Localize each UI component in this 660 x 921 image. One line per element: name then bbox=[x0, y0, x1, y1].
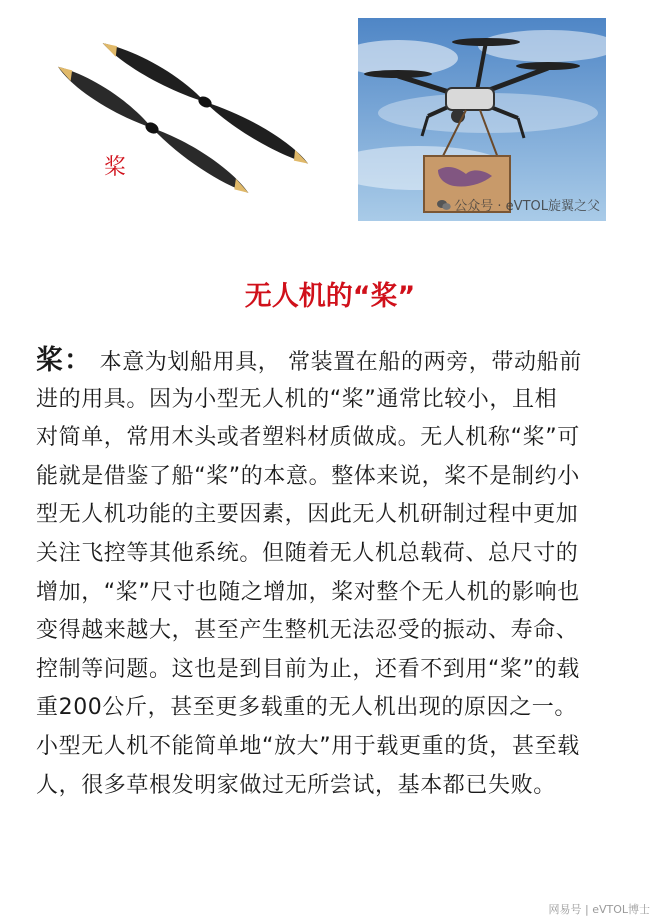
article-line-text: 本意为划船用具， 常装置在船的两旁，带动船前 bbox=[99, 350, 582, 375]
article-line: 能就是借鉴了船“桨”的本意。整体来说，桨不是制约小 bbox=[36, 463, 580, 489]
article-line: 重200公斤，甚至更多载重的无人机出现的原因之一。 bbox=[36, 695, 577, 721]
article-term: 桨： bbox=[36, 345, 92, 376]
propeller-illustration bbox=[40, 40, 320, 200]
article-title: 无人机的“桨” bbox=[244, 281, 416, 312]
watermark-text: 公众号 · eVTOL旋翼之父 bbox=[454, 199, 600, 214]
article-body bbox=[36, 342, 630, 805]
propeller-label: 桨 bbox=[104, 155, 127, 180]
article-line: 控制等问题。这也是到目前为止，还看不到用“桨”的载 bbox=[36, 656, 580, 682]
figures-row bbox=[0, 0, 660, 240]
wechat-icon bbox=[437, 199, 451, 211]
photo-watermark bbox=[437, 199, 600, 215]
article-line: 进的用具。因为小型无人机的“桨”通常比较小，且相 bbox=[36, 386, 558, 412]
drone-delivery-photo bbox=[358, 18, 606, 221]
article-line: 小型无人机不能简单地“放大”用于载更重的货，甚至载 bbox=[36, 733, 580, 759]
article-line: 增加，“桨”尺寸也随之增加，桨对整个无人机的影响也 bbox=[36, 579, 580, 605]
article-line: 人，很多草根发明家做过无所尝试，基本都已失败。 bbox=[36, 772, 556, 798]
article-line: 对简单，常用木头或者塑料材质做成。无人机称“桨”可 bbox=[36, 425, 580, 451]
article-line: 型无人机功能的主要因素，因此无人机研制过程中更加 bbox=[36, 502, 579, 528]
article-line: 关注飞控等其他系统。但随着无人机总载荷、总尺寸的 bbox=[36, 540, 579, 566]
article-line bbox=[36, 342, 630, 381]
propeller-figure bbox=[40, 40, 320, 200]
article-line: 变得越来越大，甚至产生整机无法忍受的振动、寿命、 bbox=[36, 618, 579, 644]
drone-illustration bbox=[358, 18, 606, 221]
footer-credit: 网易号 | eVTOL博士 bbox=[548, 903, 650, 916]
